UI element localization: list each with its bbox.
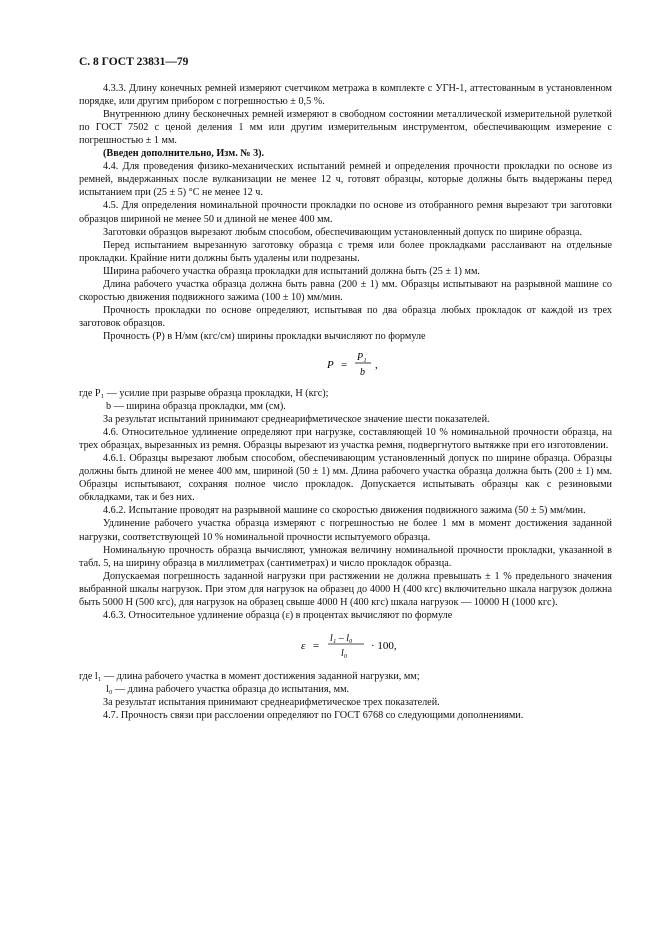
formula-lhs: ε	[301, 639, 306, 652]
formula-eq: =	[313, 639, 320, 652]
paragraph-blanks: Заготовки образцов вырезают любым способом, обеспечивающим установленный допуск по ширине образца.	[103, 226, 583, 238]
formula-elongation-svg	[79, 630, 612, 660]
legend-row-l0	[79, 683, 612, 696]
paragraph-strength-formula-intro: Прочность (Р) в Н/мм (кгс/см) ширины прокладки вычисляют по формуле	[103, 330, 426, 342]
legend-text: длина рабочего участка в момент достижения заданной нагрузки, мм;	[116, 670, 420, 682]
formula-eq: =	[341, 358, 348, 371]
paragraph-load-tolerance: Допускаемая погрешность заданной нагрузки при растяжении не должна превышать ± 1 % предельного значения выбранной шкалы нагрузок. При этом для нагрузок на образец до 4000 Н (400 кгс) включительно шкала нагрузок должна быть 5000 Н (500 кгс), для нагрузок на образец свыше 4000 Н (400 кгс) шкала нагрузок — 10000 Н (1000 кгс).	[79, 570, 612, 608]
paragraph-4-6: 4.6. Относительное удлинение определяют при нагрузке, составляющей 10 % номинальной прочности образца, на трех образцах, вырезанных из ремня. Образцы вырезают из участка ремня, подвергнутого вытяжке при его изготовлении.	[79, 427, 612, 452]
page-header: С. 8 ГОСТ 23831—79	[79, 56, 189, 68]
document-page	[79, 56, 612, 722]
paragraph-4-5: 4.5. Для определения номинальной прочности прокладки по основе из отобранного ремня вырезают три заготовки образцов шириной не менее 50 и длиной не менее 400 мм.	[79, 200, 612, 225]
legend-text: ширина образца прокладки, мм (см).	[126, 401, 286, 413]
formula-denominator: b	[360, 366, 365, 378]
formula-strength-svg	[79, 349, 612, 379]
formula-elongation	[79, 630, 612, 660]
paragraph-elongation-measure: Удлинение рабочего участка образца измеряют с погрешностью не более 1 мм в момент достижения заданной нагрузки, соответствующей 10 % номинальной прочности испытуемого образца.	[79, 518, 612, 543]
formula-tail: · 100,	[371, 639, 397, 652]
formula-tail: ,	[375, 358, 378, 371]
paragraph-length: Длина рабочего участка образца должна быть равна (200 ± 1) мм. Образцы испытывают на разрывной машине со скоростью движения подвижного зажима (100 ± 10) мм/мин.	[79, 278, 612, 303]
paragraph-4-7: 4.7. Прочность связи при расслоении определяют по ГОСТ 6768 со следующими дополнениями.	[103, 709, 524, 721]
legend-row-l1	[79, 670, 612, 683]
legend-symbol: где l₁ —	[79, 670, 115, 682]
paragraph-4-6-1: 4.6.1. Образцы вырезают любым способом, обеспечивающим установленный допуск по ширине образца. Образцы должны быть длиной не менее 400 мм, шириной (50 ± 1) мм. Длина рабочего участка образца должна быть (200 ± 1) мм. Образцы испытывают, сохраняя полное число прокладок. Допускается испытывать образцы как с резиновыми обкладками, так и без них.	[79, 453, 612, 504]
formula-denominator: l₀	[341, 647, 348, 659]
paragraph-delaminate: Перед испытанием вырезанную заготовку образца с тремя или более прокладками расслаивают на отдельные прокладки. Крайние нити должны быть удалены или подрезаны.	[79, 239, 612, 264]
legend-symbol: l₀ —	[106, 683, 126, 695]
paragraph-4-3-3: 4.3.3. Длину конечных ремней измеряют счетчиком метража в комплекте с УГН-1, аттестованным в установленном порядке, или другим прибором с погрешностью ± 0,5 %.	[79, 83, 612, 108]
legend-symbol: b —	[106, 401, 124, 413]
paragraph-strength: Прочность прокладки по основе определяют, испытывая по два образца любых прокладок от каждой из трех заготовок образцов.	[79, 304, 612, 329]
amendment-note: (Введен дополнительно, Изм. № 3).	[103, 148, 265, 160]
legend-text: усилие при разрыве образца прокладки, Н (кгс);	[119, 387, 329, 399]
legend-row-p1	[79, 387, 612, 400]
paragraph-4-4: 4.4. Для проведения физико-механических испытаний ремней и определения прочности прокладки по основе из ремней, выдержанных после вулканизации не менее 12 ч, готовят образцы, которые должны быть выдержаны перед испытанием при (25 ± 5) °С не менее 12 ч.	[79, 161, 612, 199]
legend-text: длина рабочего участка образца до испытания, мм.	[127, 683, 350, 695]
formula-numerator: l₁ – l₀	[330, 632, 353, 644]
paragraph-nominal-strength: Номинальную прочность образца вычисляют, умножая величину номинальной прочности прокладки, указанной в табл. 5, на ширину образца в миллиметрах (сантиметрах) и число прокладок образца.	[79, 544, 612, 569]
formula-lhs: P	[327, 358, 334, 371]
paragraph-result-three: За результат испытания принимают среднеарифметическое трех показателей.	[103, 696, 440, 708]
paragraph-width: Ширина рабочего участка образца прокладки для испытаний должна быть (25 ± 1) мм.	[103, 265, 480, 277]
formula-strength	[79, 349, 612, 379]
paragraph-4-6-3: 4.6.3. Относительное удлинение образца (ε) в процентах вычисляют по формуле	[103, 609, 453, 621]
legend-symbol: где P₁ —	[79, 387, 117, 399]
paragraph-inner-length: Внутреннюю длину бесконечных ремней измеряют в свободном состоянии металлической измерительной рулеткой по ГОСТ 7502 с ценой деления 1 мм или другим измерительным инструментом, обеспечивающим измерение с погрешностью ± 1 мм.	[79, 109, 612, 147]
paragraph-4-6-2: 4.6.2. Испытание проводят на разрывной машине со скоростью движения подвижного зажима (50 ± 5) мм/мин.	[103, 505, 586, 517]
paragraph-result-six: За результат испытаний принимают среднеарифметическое значение шести показателей.	[103, 414, 490, 426]
formula-numerator: P₁	[357, 351, 367, 363]
legend-row-b	[79, 400, 612, 413]
